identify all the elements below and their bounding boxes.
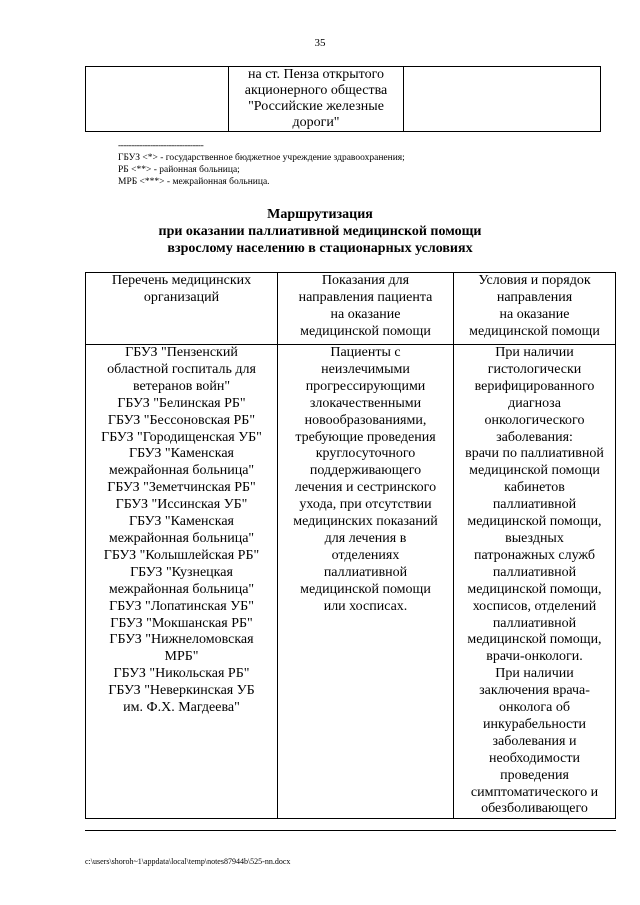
table-header-row: [86, 273, 616, 345]
header-line: Перечень медицинских: [111, 273, 252, 288]
cell-line: для лечения в: [324, 530, 407, 546]
cell-line: паллиативной: [492, 497, 577, 513]
cell-line: ГБУЗ "Каменская: [129, 446, 234, 462]
cell-line: ГБУЗ "Колышлейская РБ": [103, 547, 260, 563]
header-conditions: [454, 273, 616, 345]
cell-line: медицинской помощи,: [467, 581, 602, 597]
footnote-item: ГБУЗ <*> - государственное бюджетное учреждение здравоохранения;: [118, 153, 405, 163]
header-line: направления пациента: [298, 289, 433, 305]
cell-line: Пациенты с: [330, 345, 401, 360]
cell-line: круглосуточного: [315, 446, 416, 462]
cell-line: областной госпиталь для: [107, 361, 256, 377]
header-line: медицинской помощи: [300, 323, 431, 339]
cell-line: врачи по паллиативной: [465, 446, 604, 462]
header-organizations: [86, 273, 278, 345]
heading-line: взрослому населению в стационарных условиях: [167, 241, 473, 256]
cell-line: ухода, при отсутствии: [299, 497, 432, 513]
cell-line: паллиативной: [492, 615, 577, 631]
section-heading: [0, 206, 640, 257]
routing-table: [85, 272, 616, 819]
cell-line: онколога об: [499, 700, 570, 716]
cell-line: верифицированного: [474, 378, 595, 394]
cell-line: ГБУЗ "Неверкинская УБ: [108, 683, 255, 699]
cell-line: онкологического: [484, 412, 585, 428]
cell-line: врачи-онкологи.: [486, 649, 583, 665]
cell-line: прогрессирующими: [305, 378, 426, 394]
footnote-item: РБ <**> - районная больница;: [118, 165, 240, 175]
cell-line: заболевания:: [496, 429, 573, 445]
header-line: Показания для: [321, 273, 410, 288]
cell-line: МРБ": [164, 649, 199, 665]
header-line: Условия и порядок: [478, 273, 591, 288]
continued-line: дороги": [292, 115, 340, 130]
footnote-item: МРБ <***> - межрайонная больница.: [118, 177, 270, 187]
cell-line: лечения и сестринского: [294, 480, 437, 496]
heading-line: при оказании паллиативной медицинской помощи: [158, 224, 482, 239]
cell-line: или хосписах.: [323, 598, 408, 614]
header-line: направления: [496, 289, 573, 305]
cell-line: заключения врача-: [479, 683, 590, 699]
cell-line: ГБУЗ "Пензенский: [125, 345, 238, 360]
cell-line: ГБУЗ "Нижнеломовская: [109, 632, 254, 648]
cell-line: ГБУЗ "Кузнецкая: [130, 564, 233, 580]
cell-line: медицинской помощи,: [467, 514, 602, 530]
footnotes: [118, 140, 405, 188]
cell-line: При наличии: [495, 666, 574, 682]
cell-line: ГБУЗ "Городищенская УБ": [101, 429, 262, 445]
continued-line: акционерного общества: [244, 83, 388, 98]
cell-line: кабинетов: [504, 480, 565, 496]
conditions-cell: [454, 345, 616, 819]
cell-line: ГБУЗ "Бессоновская РБ": [107, 412, 256, 428]
cell-line: проведения: [500, 767, 569, 783]
cell-line: поддерживающего: [309, 463, 422, 479]
cell-line: ГБУЗ "Земетчинская РБ": [107, 480, 256, 496]
cell-line: межрайонная больница": [108, 463, 255, 479]
cell-line: инкурабельности: [483, 716, 586, 732]
page-bottom-rule: [85, 830, 616, 831]
cell-line: паллиативной: [492, 564, 577, 580]
cell-line: им. Ф.Х. Магдеева": [123, 700, 240, 716]
cell-line: диагноза: [508, 395, 561, 411]
table-row: [86, 345, 616, 819]
cell-line: гистологически: [487, 361, 582, 377]
cell-line: неизлечимыми: [321, 361, 410, 377]
file-path: c:\users\shoroh~1\appdata\local\temp\notes87944b\525-nn.docx: [85, 857, 291, 866]
cell-line: межрайонная больница": [108, 530, 255, 546]
cell-line: отделениях: [331, 547, 400, 563]
header-line: на оказание: [499, 306, 570, 322]
cell-line: злокачественными: [309, 395, 422, 411]
continued-table: [85, 66, 601, 132]
cell-line: выездных: [505, 530, 564, 546]
header-line: организаций: [143, 289, 220, 305]
cell-line: ветеранов войн": [132, 378, 231, 394]
cell-line: патронажных служб: [473, 547, 596, 563]
cell-line: паллиативной: [323, 564, 408, 580]
continued-cell-empty-right: [404, 67, 601, 132]
header-line: медицинской помощи: [469, 323, 600, 339]
cell-line: хосписов, отделений: [472, 598, 597, 614]
cell-line: При наличии: [495, 345, 574, 360]
cell-line: необходимости: [488, 750, 580, 766]
indications-cell: [278, 345, 454, 819]
cell-line: медицинских показаний: [293, 514, 438, 530]
continued-line: "Российские железные: [248, 99, 384, 114]
page-number: 35: [314, 37, 326, 49]
cell-line: медицинской помощи: [300, 581, 431, 597]
cell-line: межрайонная больница": [108, 581, 255, 597]
footnote-separator: --------------------------------: [118, 141, 204, 151]
continued-cell-empty-left: [86, 67, 229, 132]
continued-line: на ст. Пенза открытого: [247, 67, 384, 82]
cell-line: новообразованиями,: [304, 412, 427, 428]
cell-line: ГБУЗ "Мокшанская РБ": [110, 615, 253, 631]
cell-line: ГБУЗ "Иссинская УБ": [115, 497, 248, 513]
cell-line: медицинской помощи,: [467, 632, 602, 648]
cell-line: ГБУЗ "Белинская РБ": [117, 395, 246, 411]
cell-line: обезболивающего: [481, 801, 588, 817]
continued-cell-middle: [229, 67, 404, 132]
header-line: на оказание: [330, 306, 401, 322]
cell-line: ГБУЗ "Лопатинская УБ": [109, 598, 254, 614]
heading-line: Маршрутизация: [267, 207, 373, 222]
cell-line: ГБУЗ "Каменская: [129, 514, 234, 530]
organizations-cell: [86, 345, 278, 819]
cell-line: ГБУЗ "Никольская РБ": [113, 666, 250, 682]
cell-line: требующие проведения: [295, 429, 436, 445]
cell-line: медицинской помощи: [469, 463, 600, 479]
cell-line: заболевания и: [492, 733, 577, 749]
header-indications: [278, 273, 454, 345]
cell-line: симптоматического и: [470, 784, 599, 800]
